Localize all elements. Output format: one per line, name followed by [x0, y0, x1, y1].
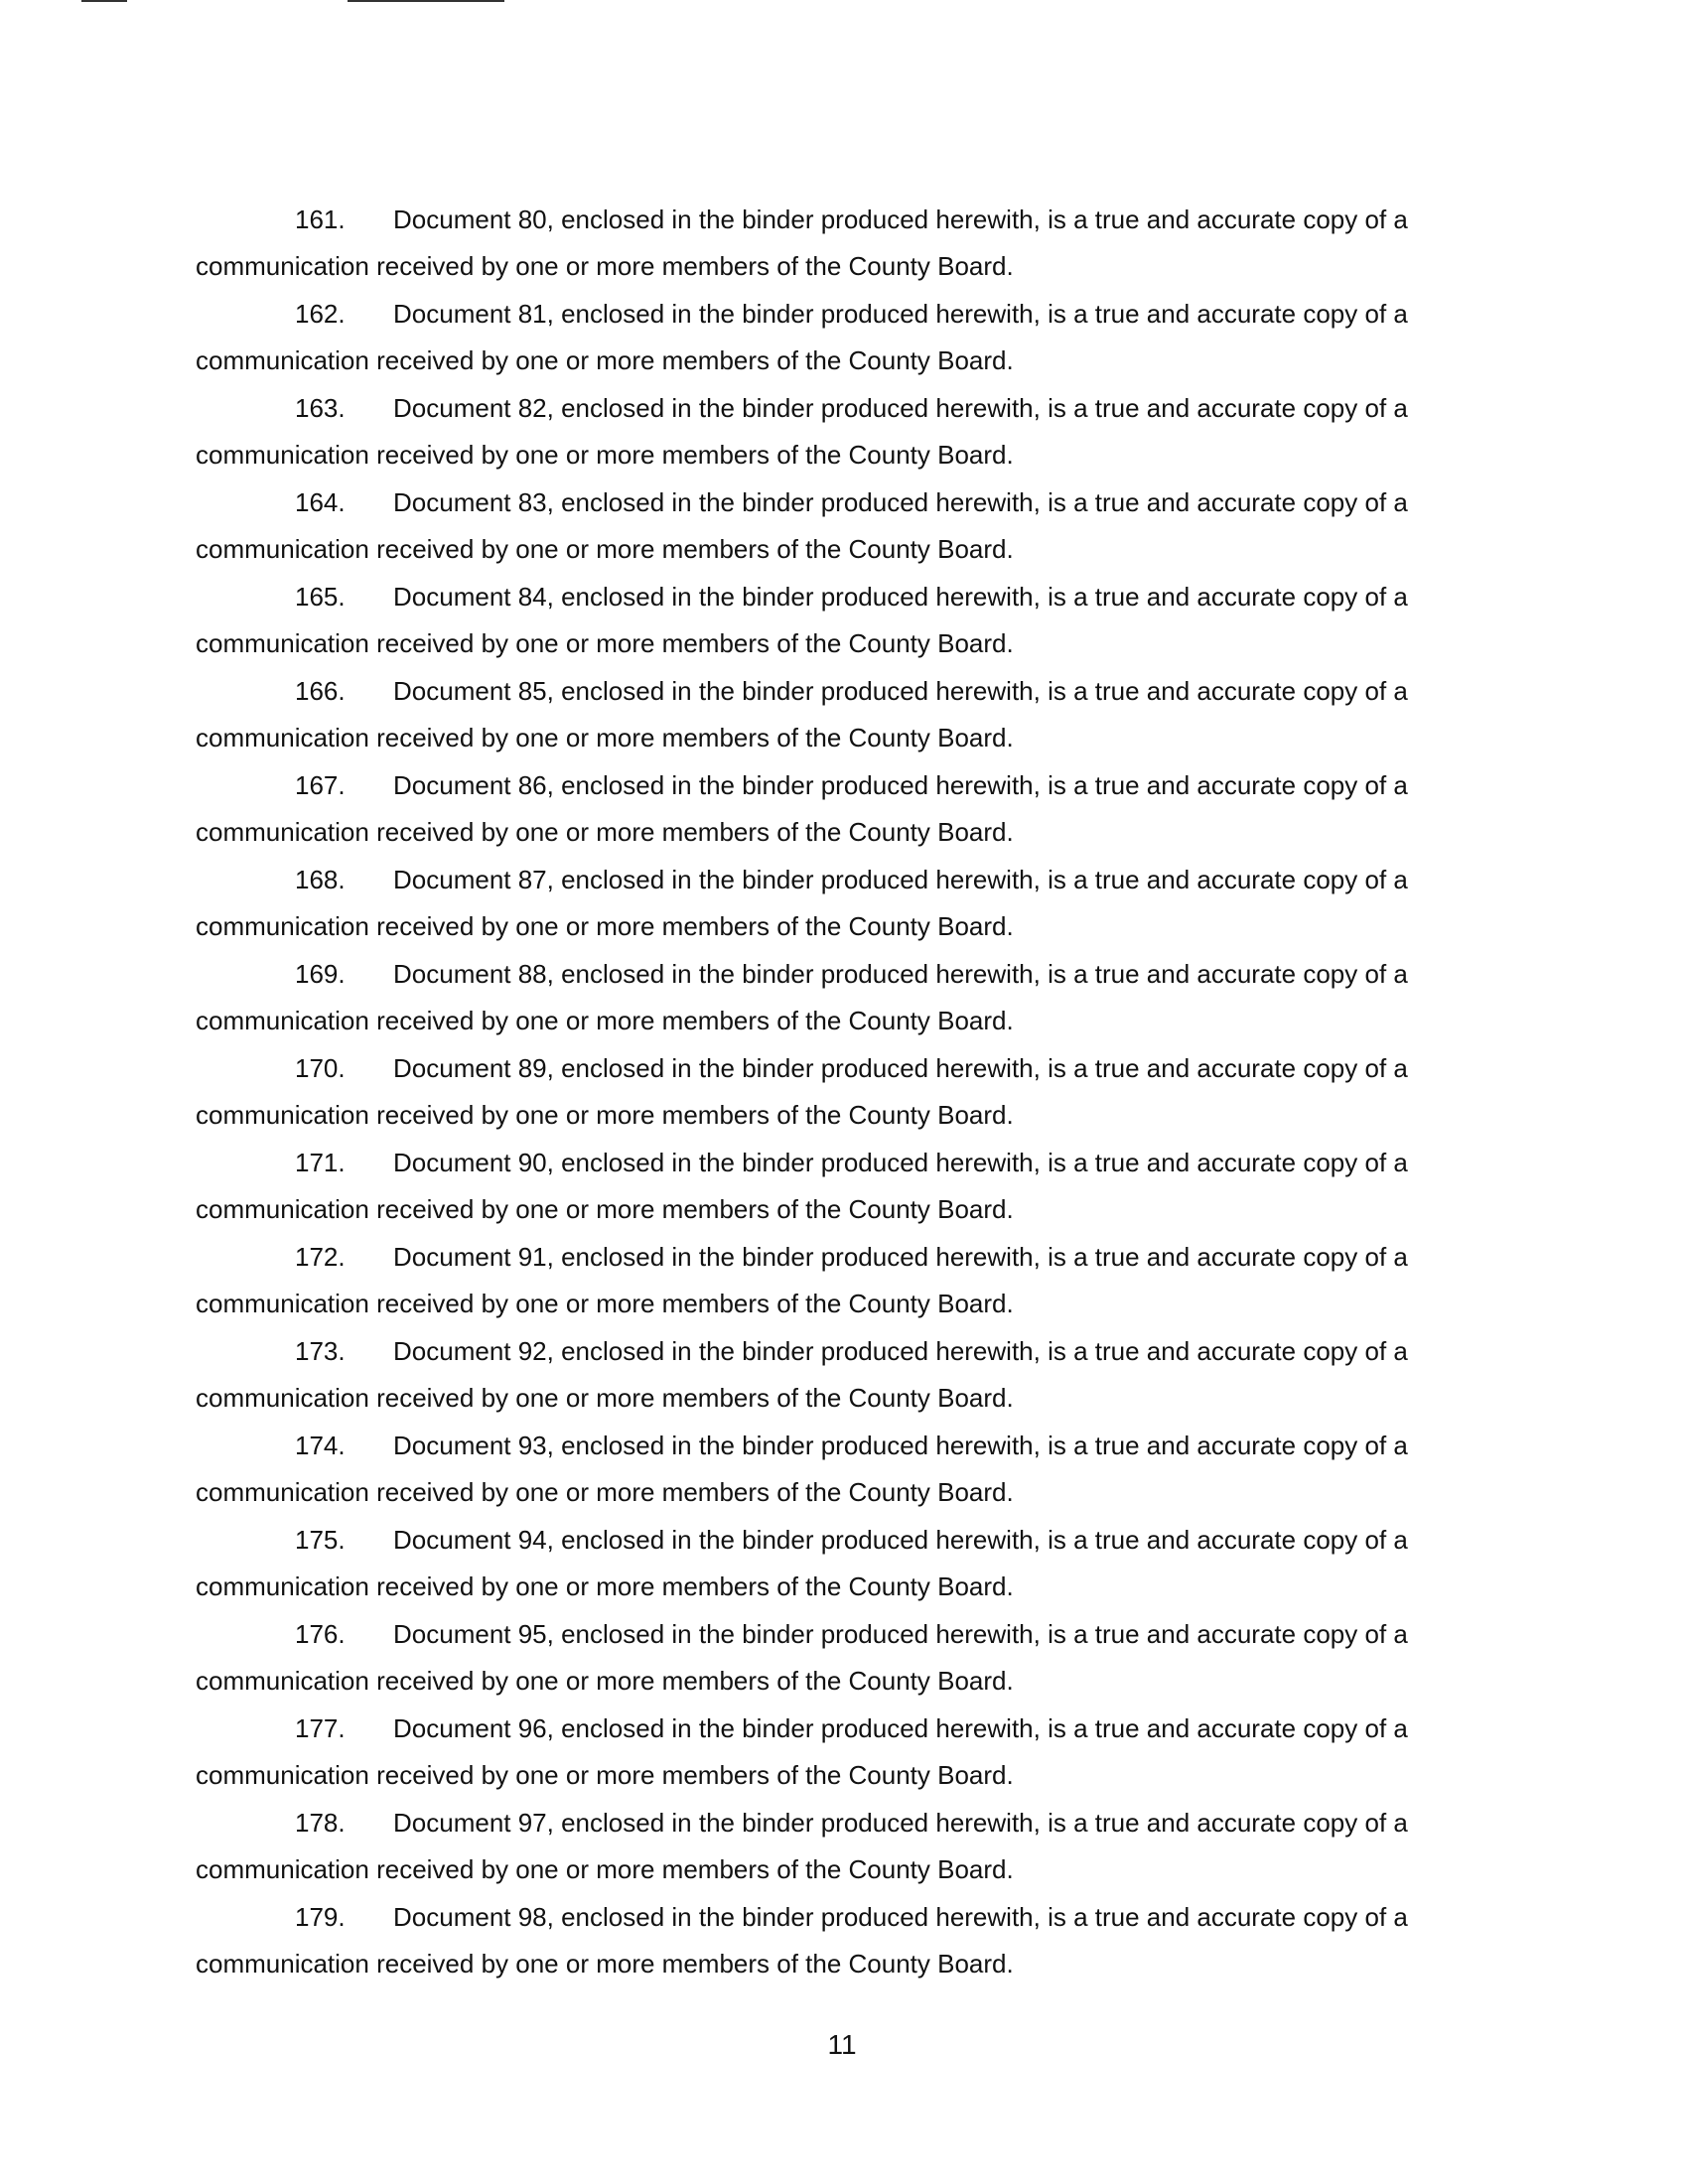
paragraph-text: Document 87, enclosed in the binder produced herewith, is a true and accurate copy of a — [393, 865, 1408, 894]
paragraph-text: Document 89, enclosed in the binder produced herewith, is a true and accurate copy of a — [393, 1053, 1408, 1083]
paragraph-continuation: communication received by one or more members of the County Board. — [196, 1760, 1014, 1790]
scan-artifact-line — [348, 0, 504, 2]
paragraph-number: 162. — [295, 299, 346, 329]
paragraph-number: 178. — [295, 1808, 346, 1838]
paragraph-167 — [196, 762, 1469, 857]
paragraph-163 — [196, 385, 1469, 479]
paragraph-continuation: communication received by one or more members of the County Board. — [196, 1571, 1014, 1601]
paragraph-number: 171. — [295, 1148, 346, 1177]
paragraph-number: 173. — [295, 1336, 346, 1366]
paragraph-175 — [196, 1517, 1469, 1611]
paragraph-continuation: communication received by one or more members of the County Board. — [196, 723, 1014, 752]
paragraph-first-line — [196, 1611, 1469, 1658]
paragraph-first-line — [196, 1800, 1469, 1846]
paragraph-first-line — [196, 762, 1469, 809]
paragraph-number: 165. — [295, 582, 346, 612]
paragraph-text: Document 92, enclosed in the binder produced herewith, is a true and accurate copy of a — [393, 1336, 1408, 1366]
paragraph-174 — [196, 1423, 1469, 1517]
paragraph-number: 169. — [295, 959, 346, 989]
paragraph-number: 174. — [295, 1431, 346, 1460]
document-body — [196, 197, 1469, 1988]
paragraph-number: 175. — [295, 1525, 346, 1555]
paragraph-text: Document 82, enclosed in the binder produced herewith, is a true and accurate copy of a — [393, 393, 1408, 423]
paragraph-continuation: communication received by one or more members of the County Board. — [196, 1666, 1014, 1696]
paragraph-number: 179. — [295, 1902, 346, 1932]
paragraph-continuation: communication received by one or more members of the County Board. — [196, 1194, 1014, 1224]
paragraph-first-line — [196, 1140, 1469, 1186]
paragraph-first-line — [196, 385, 1469, 432]
paragraph-172 — [196, 1234, 1469, 1328]
paragraph-first-line — [196, 668, 1469, 715]
paragraph-166 — [196, 668, 1469, 762]
paragraph-first-line — [196, 197, 1469, 243]
paragraph-176 — [196, 1611, 1469, 1706]
paragraph-continuation: communication received by one or more members of the County Board. — [196, 440, 1014, 470]
paragraph-number: 170. — [295, 1053, 346, 1083]
paragraph-text: Document 97, enclosed in the binder produced herewith, is a true and accurate copy of a — [393, 1808, 1408, 1838]
paragraph-continuation: communication received by one or more members of the County Board. — [196, 1949, 1014, 1979]
paragraph-continuation: communication received by one or more members of the County Board. — [196, 817, 1014, 847]
paragraph-173 — [196, 1328, 1469, 1423]
paragraph-text: Document 93, enclosed in the binder produced herewith, is a true and accurate copy of a — [393, 1431, 1408, 1460]
paragraph-continuation: communication received by one or more members of the County Board. — [196, 534, 1014, 564]
paragraph-continuation: communication received by one or more members of the County Board. — [196, 1006, 1014, 1035]
paragraph-continuation: communication received by one or more members of the County Board. — [196, 1100, 1014, 1130]
paragraph-text: Document 96, enclosed in the binder produced herewith, is a true and accurate copy of a — [393, 1713, 1408, 1743]
paragraph-first-line — [196, 1517, 1469, 1564]
paragraph-177 — [196, 1706, 1469, 1800]
paragraph-text: Document 91, enclosed in the binder produced herewith, is a true and accurate copy of a — [393, 1242, 1408, 1272]
paragraph-first-line — [196, 1706, 1469, 1752]
paragraph-165 — [196, 574, 1469, 668]
paragraph-number: 163. — [295, 393, 346, 423]
paragraph-text: Document 83, enclosed in the binder produced herewith, is a true and accurate copy of a — [393, 487, 1408, 517]
paragraph-first-line — [196, 479, 1469, 526]
paragraph-first-line — [196, 1894, 1469, 1941]
paragraph-171 — [196, 1140, 1469, 1234]
page-number: 11 — [827, 2029, 857, 2060]
paragraph-first-line — [196, 1045, 1469, 1092]
paragraph-number: 177. — [295, 1713, 346, 1743]
paragraph-text: Document 95, enclosed in the binder produced herewith, is a true and accurate copy of a — [393, 1619, 1408, 1649]
paragraph-continuation: communication received by one or more members of the County Board. — [196, 1477, 1014, 1507]
paragraph-continuation: communication received by one or more members of the County Board. — [196, 1289, 1014, 1318]
paragraph-first-line — [196, 1234, 1469, 1281]
paragraph-number: 168. — [295, 865, 346, 894]
paragraph-text: Document 80, enclosed in the binder produced herewith, is a true and accurate copy of a — [393, 205, 1408, 234]
paragraph-text: Document 88, enclosed in the binder produced herewith, is a true and accurate copy of a — [393, 959, 1408, 989]
paragraph-first-line — [196, 291, 1469, 338]
paragraph-first-line — [196, 574, 1469, 620]
paragraph-continuation: communication received by one or more members of the County Board. — [196, 1854, 1014, 1884]
paragraph-number: 166. — [295, 676, 346, 706]
scan-artifact-line — [81, 0, 127, 2]
paragraph-text: Document 90, enclosed in the binder produced herewith, is a true and accurate copy of a — [393, 1148, 1408, 1177]
paragraph-number: 167. — [295, 770, 346, 800]
paragraph-text: Document 98, enclosed in the binder produced herewith, is a true and accurate copy of a — [393, 1902, 1408, 1932]
paragraph-number: 176. — [295, 1619, 346, 1649]
paragraph-169 — [196, 951, 1469, 1045]
paragraph-164 — [196, 479, 1469, 574]
paragraph-text: Document 86, enclosed in the binder produced herewith, is a true and accurate copy of a — [393, 770, 1408, 800]
paragraph-text: Document 81, enclosed in the binder produced herewith, is a true and accurate copy of a — [393, 299, 1408, 329]
paragraph-first-line — [196, 1328, 1469, 1375]
paragraph-text: Document 84, enclosed in the binder produced herewith, is a true and accurate copy of a — [393, 582, 1408, 612]
paragraph-168 — [196, 857, 1469, 951]
paragraph-continuation: communication received by one or more members of the County Board. — [196, 628, 1014, 658]
paragraph-number: 161. — [295, 205, 346, 234]
paragraph-number: 172. — [295, 1242, 346, 1272]
paragraph-170 — [196, 1045, 1469, 1140]
paragraph-179 — [196, 1894, 1469, 1988]
paragraph-continuation: communication received by one or more members of the County Board. — [196, 345, 1014, 375]
paragraph-continuation: communication received by one or more members of the County Board. — [196, 911, 1014, 941]
paragraph-162 — [196, 291, 1469, 385]
paragraph-first-line — [196, 1423, 1469, 1469]
paragraph-continuation: communication received by one or more members of the County Board. — [196, 251, 1014, 281]
paragraph-text: Document 85, enclosed in the binder produced herewith, is a true and accurate copy of a — [393, 676, 1408, 706]
paragraph-161 — [196, 197, 1469, 291]
paragraph-number: 164. — [295, 487, 346, 517]
paragraph-text: Document 94, enclosed in the binder produced herewith, is a true and accurate copy of a — [393, 1525, 1408, 1555]
paragraph-178 — [196, 1800, 1469, 1894]
paragraph-first-line — [196, 857, 1469, 903]
paragraph-continuation: communication received by one or more members of the County Board. — [196, 1383, 1014, 1413]
paragraph-first-line — [196, 951, 1469, 998]
